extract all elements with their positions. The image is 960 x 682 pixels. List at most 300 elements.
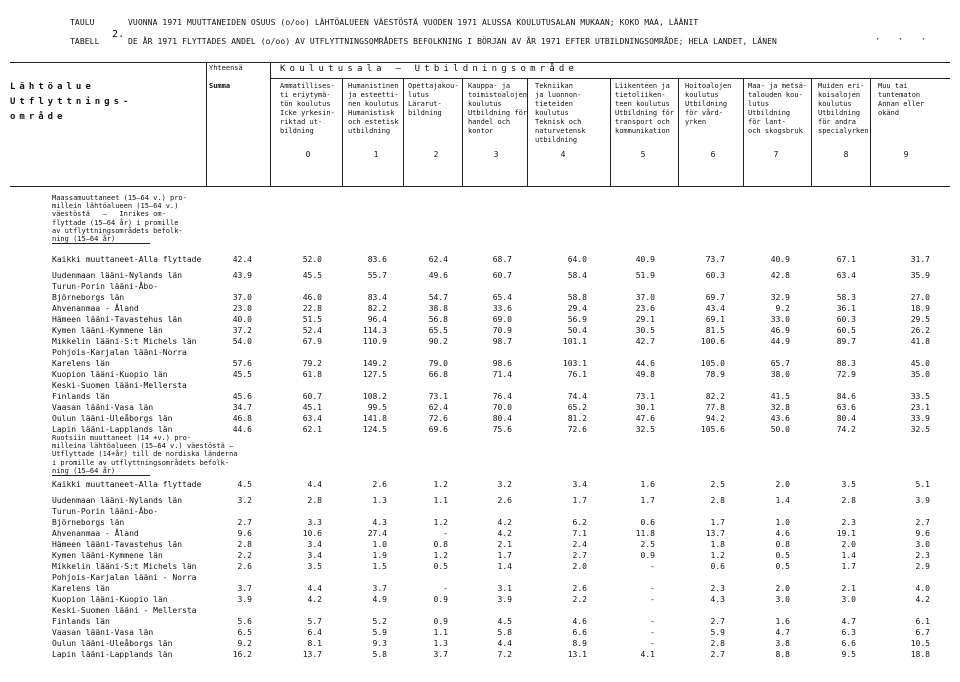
cell-total: 37.2 [232, 326, 252, 335]
row-label: Uudenmaan lääni-Nylands län [52, 271, 183, 280]
cell-value: 72.6 [428, 414, 448, 423]
col-divider [270, 62, 271, 186]
cell-value: 43.6 [770, 414, 790, 423]
cell-value: - [650, 628, 655, 637]
cell-value: 45.0 [910, 359, 930, 368]
cell-value: - [650, 617, 655, 626]
cell-value: 2.0 [572, 562, 587, 571]
cell-value: 58.3 [836, 293, 856, 302]
col-divider [527, 78, 528, 186]
cell-value: 5.9 [710, 628, 725, 637]
cell-value: 23.6 [635, 304, 655, 313]
cell-value: 3.7 [372, 584, 387, 593]
cell-total: 43.9 [232, 271, 252, 280]
cell-value: 4.3 [372, 518, 387, 527]
cell-value: - [443, 529, 448, 538]
cell-value: 114.3 [362, 326, 387, 335]
cell-value: 4.2 [307, 595, 322, 604]
cell-value: 46.9 [770, 326, 790, 335]
column-header-text: Hoitoalojen koulutus Utbildning för vård- yrken [685, 82, 732, 126]
left-heading-line: Utflyttnings- [10, 97, 133, 107]
row-label: Kymen lääni-Kymmene län [52, 551, 163, 560]
table-row [0, 507, 960, 527]
cell-total: 57.6 [232, 359, 252, 368]
cell-value: 58.4 [567, 271, 587, 280]
cell-value: 52.0 [302, 255, 322, 264]
title-sv [70, 29, 777, 46]
cell-value: 38.8 [428, 304, 448, 313]
cell-value: 0.5 [775, 551, 790, 560]
cell-value: 76.4 [492, 392, 512, 401]
cell-total: 46.8 [232, 414, 252, 423]
cell-value: 27.0 [910, 293, 930, 302]
cell-value: 3.4 [307, 551, 322, 560]
cell-value: 78.9 [705, 370, 725, 379]
cell-total: 6.5 [237, 628, 252, 637]
cell-value: 101.1 [562, 337, 587, 346]
cell-value: 66.8 [428, 370, 448, 379]
left-heading-line: område [10, 112, 67, 122]
cell-value: 1.7 [572, 496, 587, 505]
column-number: 7 [773, 150, 779, 159]
cell-value: 0.9 [433, 595, 448, 604]
cell-value: 64.0 [567, 255, 587, 264]
cell-value: 76.1 [567, 370, 587, 379]
cell-value: 4.6 [572, 617, 587, 626]
row-label: Keski-Suomen lääni-Mellersta [52, 381, 187, 390]
cell-value: 35.9 [910, 271, 930, 280]
cell-value: 29.4 [567, 304, 587, 313]
cell-value: 63.4 [836, 271, 856, 280]
cell-value: 1.0 [775, 518, 790, 527]
cell-total: 34.7 [232, 403, 252, 412]
cell-value: 74.4 [567, 392, 587, 401]
cell-value: 4.2 [497, 518, 512, 527]
column-number: 1 [373, 150, 379, 159]
cell-value: 84.6 [836, 392, 856, 401]
cell-value: 51.5 [302, 315, 322, 324]
cell-value: 32.9 [770, 293, 790, 302]
row-label: Oulun lääni-Uleåborgs län [52, 639, 173, 648]
col-divider [462, 78, 463, 186]
column-header-text: Ammatillises- ti eriytymä- tön koulutus Icke yrkesin- riktad ut- bildning [280, 82, 335, 135]
cell-value: 2.5 [710, 480, 725, 489]
col-divider [870, 78, 871, 186]
cell-value: 13.7 [302, 650, 322, 659]
table-row [0, 348, 960, 368]
cell-value: 98.7 [492, 337, 512, 346]
column-number: 0 [305, 150, 311, 159]
cell-value: 2.8 [710, 496, 725, 505]
row-label: Lapin lääni-Lapplands län [52, 650, 173, 659]
cell-value: 42.8 [770, 271, 790, 280]
cell-value: 0.5 [433, 562, 448, 571]
cell-value: 1.4 [775, 496, 790, 505]
left-heading-line: Lähtöalue [10, 82, 95, 92]
cell-value: 88.3 [836, 359, 856, 368]
cell-value: 1.8 [710, 540, 725, 549]
section1-heading: Maassamuuttaneet (15–64 v.) pro- millein lähtöalueen (15–64 v.) väestöstä – Inrikes om- flyttade (15–64 år) i promille av utflyttningsområdets befolk- ning (15–64 år) [52, 194, 187, 244]
cell-value: 0.8 [775, 540, 790, 549]
cell-value: 6.7 [915, 628, 930, 637]
row-label: Mikkelin lääni-S:t Michels län [52, 562, 197, 571]
row-label: Ahvenanmaa - Åland [52, 304, 139, 313]
cell-value: 4.3 [710, 595, 725, 604]
column-header-text: Humanistinen ja esteetti- nen koulutus Humanistisk och estetisk utbildning [348, 82, 399, 135]
cell-value: 45.1 [302, 403, 322, 412]
cell-value: 4.4 [497, 639, 512, 648]
row-label: Lapin lääni-Lapplands län [52, 425, 173, 434]
cell-value: 4.0 [915, 584, 930, 593]
cell-value: 6.4 [307, 628, 322, 637]
cell-value: 9.3 [372, 639, 387, 648]
cell-value: 2.9 [915, 562, 930, 571]
cell-value: 80.4 [492, 414, 512, 423]
cell-value: 2.3 [710, 584, 725, 593]
cell-value: 23.1 [910, 403, 930, 412]
row-label: Kaikki muuttaneet-Alla flyttade [52, 480, 202, 489]
cell-total: 2.8 [237, 540, 252, 549]
cell-value: 8.8 [775, 650, 790, 659]
column-header-text: Liikenteen ja tietoliiken- teen koulutus Utbildning för transport och kommunikation [615, 82, 675, 135]
column-header-text: Muu tai tuntematon Annan eller okänd [878, 82, 925, 117]
cell-value: 51.9 [635, 271, 655, 280]
col-divider [678, 78, 679, 186]
cell-value: 0.6 [640, 518, 655, 527]
column-header-text: Maa- ja metsä- talouden kou- lutus Utbildning för lant- och skogsbruk [748, 82, 808, 135]
cell-value: 60.7 [302, 392, 322, 401]
cell-value: 65.2 [567, 403, 587, 412]
cell-value: 2.4 [572, 540, 587, 549]
scan-dots: · · · [875, 35, 933, 45]
cell-total: 3.7 [237, 584, 252, 593]
cell-value: 4.7 [775, 628, 790, 637]
cell-value: 62.4 [428, 403, 448, 412]
cell-total: 3.9 [237, 595, 252, 604]
cell-value: 30.1 [635, 403, 655, 412]
cell-value: 1.2 [433, 551, 448, 560]
cell-value: 33.5 [910, 392, 930, 401]
cell-value: 75.6 [492, 425, 512, 434]
cell-value: 0.9 [433, 617, 448, 626]
cell-value: 4.7 [841, 617, 856, 626]
cell-value: 2.8 [710, 639, 725, 648]
cell-total: 45.6 [232, 392, 252, 401]
cell-value: 4.5 [497, 617, 512, 626]
cell-value: - [650, 639, 655, 648]
cell-value: 58.8 [567, 293, 587, 302]
cell-value: 47.6 [635, 414, 655, 423]
row-label: Hämeen lääni-Tavastehus län [52, 315, 183, 324]
cell-value: 2.7 [710, 617, 725, 626]
cell-value: 1.1 [433, 496, 448, 505]
cell-value: 3.9 [497, 595, 512, 604]
table-row [0, 606, 960, 626]
cell-value: 33.0 [770, 315, 790, 324]
cell-value: 65.7 [770, 359, 790, 368]
section2-heading-rule [52, 475, 150, 476]
cell-value: 31.7 [910, 255, 930, 264]
cell-value: 3.9 [915, 496, 930, 505]
row-label: Kuopion lääni-Kuopio län [52, 595, 168, 604]
cell-value: 68.7 [492, 255, 512, 264]
cell-value: 127.5 [362, 370, 387, 379]
row-label: Turun-Porin lääni-Åbo- [52, 507, 158, 516]
cell-value: 3.8 [775, 639, 790, 648]
cell-value: 6.6 [841, 639, 856, 648]
cell-value: 3.7 [433, 650, 448, 659]
cell-value: 33.9 [910, 414, 930, 423]
cell-value: 105.0 [700, 359, 725, 368]
cell-value: 1.2 [710, 551, 725, 560]
cell-value: 41.8 [910, 337, 930, 346]
cell-value: 10.6 [302, 529, 322, 538]
cell-value: 7.1 [572, 529, 587, 538]
cell-total: 37.0 [232, 293, 252, 302]
cell-value: 3.0 [915, 540, 930, 549]
cell-value: 2.8 [841, 496, 856, 505]
cell-value: 41.5 [770, 392, 790, 401]
table-row [0, 282, 960, 302]
cell-value: 2.6 [497, 496, 512, 505]
column-number: 5 [640, 150, 646, 159]
cell-value: 124.5 [362, 425, 387, 434]
cell-value: 2.6 [572, 584, 587, 593]
table-head [10, 62, 950, 184]
cell-value: 46.0 [302, 293, 322, 302]
cell-value: 5.2 [372, 617, 387, 626]
column-number: 9 [903, 150, 909, 159]
cell-value: 77.8 [705, 403, 725, 412]
cell-value: 11.8 [635, 529, 655, 538]
column-header-text: Kauppa- ja toimistoalojen koulutus Utbildning för handel och kontor [468, 82, 528, 135]
cell-value: 18.9 [910, 304, 930, 313]
table-number: 2. [112, 29, 125, 40]
head-top-rule [10, 62, 950, 63]
cell-value: 9.2 [775, 304, 790, 313]
cell-value: 99.5 [367, 403, 387, 412]
cell-value: 2.7 [915, 518, 930, 527]
cell-value: 32.5 [910, 425, 930, 434]
cell-value: 96.4 [367, 315, 387, 324]
cell-value: 52.4 [302, 326, 322, 335]
cell-value: 72.6 [567, 425, 587, 434]
row-label: Björneborgs län [52, 518, 125, 527]
cell-value: 100.6 [700, 337, 725, 346]
col-divider [610, 78, 611, 186]
table-row [0, 480, 960, 492]
cell-value: - [650, 562, 655, 571]
cell-value: 22.8 [302, 304, 322, 313]
cell-value: 1.7 [710, 518, 725, 527]
cell-value: 38.0 [770, 370, 790, 379]
cell-value: 2.2 [572, 595, 587, 604]
cell-value: 73.1 [635, 392, 655, 401]
cell-value: 61.8 [302, 370, 322, 379]
cell-value: 55.7 [367, 271, 387, 280]
cell-value: 26.2 [910, 326, 930, 335]
cell-value: - [443, 584, 448, 593]
cell-value: 3.3 [307, 518, 322, 527]
cell-value: 1.9 [372, 551, 387, 560]
title-text-fi: VUONNA 1971 MUUTTANEIDEN OSUUS (o/oo) LÄHTÖALUEEN VÄESTÖSTÄ VUODEN 1971 ALUSSA KOULUTUSALAN MUKAAN; KOKO MAA, LÄÄNIT [128, 18, 699, 27]
cell-value: 80.4 [836, 414, 856, 423]
col-divider [206, 62, 207, 186]
cell-value: 19.1 [836, 529, 856, 538]
cell-total: 42.4 [232, 255, 252, 264]
cell-value: 63.6 [836, 403, 856, 412]
cell-value: 62.1 [302, 425, 322, 434]
cell-value: 56.9 [567, 315, 587, 324]
row-label: Ahvenanmaa - Åland [52, 529, 139, 538]
row-label: Vaasan lääni-Vasa län [52, 628, 154, 637]
cell-value: 70.0 [492, 403, 512, 412]
cell-total: 2.6 [237, 562, 252, 571]
cell-value: 3.2 [497, 480, 512, 489]
cell-value: 36.1 [836, 304, 856, 313]
cell-value: 98.6 [492, 359, 512, 368]
column-header-text: Tekniikan ja luonnon- tieteiden koulutus Teknisk och naturvetensk utbildning [535, 82, 586, 144]
title-label-fi: TAULU [70, 18, 95, 27]
cell-value: 2.1 [841, 584, 856, 593]
cell-value: 50.0 [770, 425, 790, 434]
cell-value: 54.7 [428, 293, 448, 302]
row-label: Pohjois-Karjalan lääni-Norra [52, 348, 187, 357]
row-label: Karelens län [52, 584, 110, 593]
cell-value: 13.7 [705, 529, 725, 538]
column-number: 8 [843, 150, 849, 159]
cell-value: 1.7 [640, 496, 655, 505]
cell-value: 69.0 [492, 315, 512, 324]
cell-value: 5.8 [497, 628, 512, 637]
cell-total: 5.6 [237, 617, 252, 626]
cell-value: 105.6 [700, 425, 725, 434]
col-divider [403, 78, 404, 186]
cell-value: 4.4 [307, 480, 322, 489]
cell-value: 82.2 [705, 392, 725, 401]
cell-value: 1.5 [372, 562, 387, 571]
cell-value: 60.3 [705, 271, 725, 280]
cell-value: 6.2 [572, 518, 587, 527]
cell-value: 1.3 [433, 639, 448, 648]
column-number: 4 [560, 150, 566, 159]
cell-value: 4.2 [497, 529, 512, 538]
cell-value: 2.3 [841, 518, 856, 527]
cell-value: 72.9 [836, 370, 856, 379]
row-label: Oulun lääni-Uleåborgs län [52, 414, 173, 423]
cell-value: 9.5 [841, 650, 856, 659]
cell-value: 27.4 [367, 529, 387, 538]
cell-value: 3.5 [307, 562, 322, 571]
cell-total: 2.7 [237, 518, 252, 527]
cell-value: 71.4 [492, 370, 512, 379]
head-bottom-rule [10, 186, 950, 187]
cell-value: 0.6 [710, 562, 725, 571]
cell-total: 16.2 [232, 650, 252, 659]
cell-total: 40.0 [232, 315, 252, 324]
cell-value: 37.0 [635, 293, 655, 302]
cell-value: 2.3 [915, 551, 930, 560]
cell-value: 8.9 [572, 639, 587, 648]
left-heading [10, 80, 132, 125]
cell-value: 2.0 [841, 540, 856, 549]
cell-value: 60.3 [836, 315, 856, 324]
cell-value: 1.7 [497, 551, 512, 560]
cell-value: 1.1 [433, 628, 448, 637]
cell-value: 4.2 [915, 595, 930, 604]
cell-value: 110.9 [362, 337, 387, 346]
row-label: Turun-Porin lääni-Åbo- [52, 282, 158, 291]
cell-value: 63.4 [302, 414, 322, 423]
cell-value: 29.1 [635, 315, 655, 324]
cell-value: 1.4 [841, 551, 856, 560]
cell-value: 50.4 [567, 326, 587, 335]
row-label: Uudenmaan lääni-Nylands län [52, 496, 183, 505]
cell-value: 3.1 [497, 584, 512, 593]
cell-value: 0.5 [775, 562, 790, 571]
title-label-sv: TABELL [70, 37, 100, 46]
cell-value: 70.9 [492, 326, 512, 335]
section2-heading: Ruotsiin muuttaneet (14 +v.) pro- milleina lähtöalueen (15–64 v.) väestöstä – Utflyttade (14+år) till de nordiska länderna i promille av utflyttningsområdets befolk- ning (15–64 år) [52, 434, 238, 475]
cell-total: 2.2 [237, 551, 252, 560]
cell-value: 32.8 [770, 403, 790, 412]
cell-value: 0.8 [433, 540, 448, 549]
cell-value: 3.4 [572, 480, 587, 489]
cell-value: 83.4 [367, 293, 387, 302]
cell-value: 2.0 [775, 480, 790, 489]
row-label: Björneborgs län [52, 293, 125, 302]
cell-total: 54.0 [232, 337, 252, 346]
cell-value: 6.1 [915, 617, 930, 626]
column-number: 2 [433, 150, 439, 159]
row-label: Keski-Suomen lääni - Mellersta [52, 606, 197, 615]
cell-value: 5.9 [372, 628, 387, 637]
cell-value: 1.4 [497, 562, 512, 571]
column-header-text: Opettajakou- lutus Lärarut- bildning [408, 82, 459, 117]
cell-value: 7.2 [497, 650, 512, 659]
cell-total: 44.6 [232, 425, 252, 434]
cell-value: 3.0 [841, 595, 856, 604]
cell-value: 73.1 [428, 392, 448, 401]
cell-value: 1.6 [640, 480, 655, 489]
row-label: Kuopion lääni-Kuopio län [52, 370, 168, 379]
col-divider [743, 78, 744, 186]
cell-value: - [650, 595, 655, 604]
cell-value: 79.2 [302, 359, 322, 368]
col-divider [811, 78, 812, 186]
cell-value: 4.6 [775, 529, 790, 538]
cell-value: 4.1 [640, 650, 655, 659]
cell-value: 94.2 [705, 414, 725, 423]
cell-value: 1.2 [433, 480, 448, 489]
cell-value: 0.9 [640, 551, 655, 560]
total-header: Yhteensä [209, 64, 243, 72]
cell-total: 3.2 [237, 496, 252, 505]
cell-total: 45.5 [232, 370, 252, 379]
column-number: 6 [710, 150, 716, 159]
title-text-sv: DE ÅR 1971 FLYTTADES ANDEL (o/oo) AV UTFLYTTNINGSOMRÅDETS BEFOLKNING I BÖRJAN AV ÅR 1971 EFTER UTBILDNINGSOMRÅDE; HELA LANDET, LÄNEN [128, 37, 777, 46]
koulutusala-title: Koulutusala – Utbildningsområde [280, 64, 579, 74]
cell-value: 108.2 [362, 392, 387, 401]
cell-value: 1.7 [841, 562, 856, 571]
cell-value: 1.3 [372, 496, 387, 505]
cell-value: 2.5 [640, 540, 655, 549]
cell-value: 2.7 [710, 650, 725, 659]
cell-value: 5.8 [372, 650, 387, 659]
cell-value: 103.1 [562, 359, 587, 368]
title-fi [70, 18, 698, 27]
cell-value: 149.2 [362, 359, 387, 368]
